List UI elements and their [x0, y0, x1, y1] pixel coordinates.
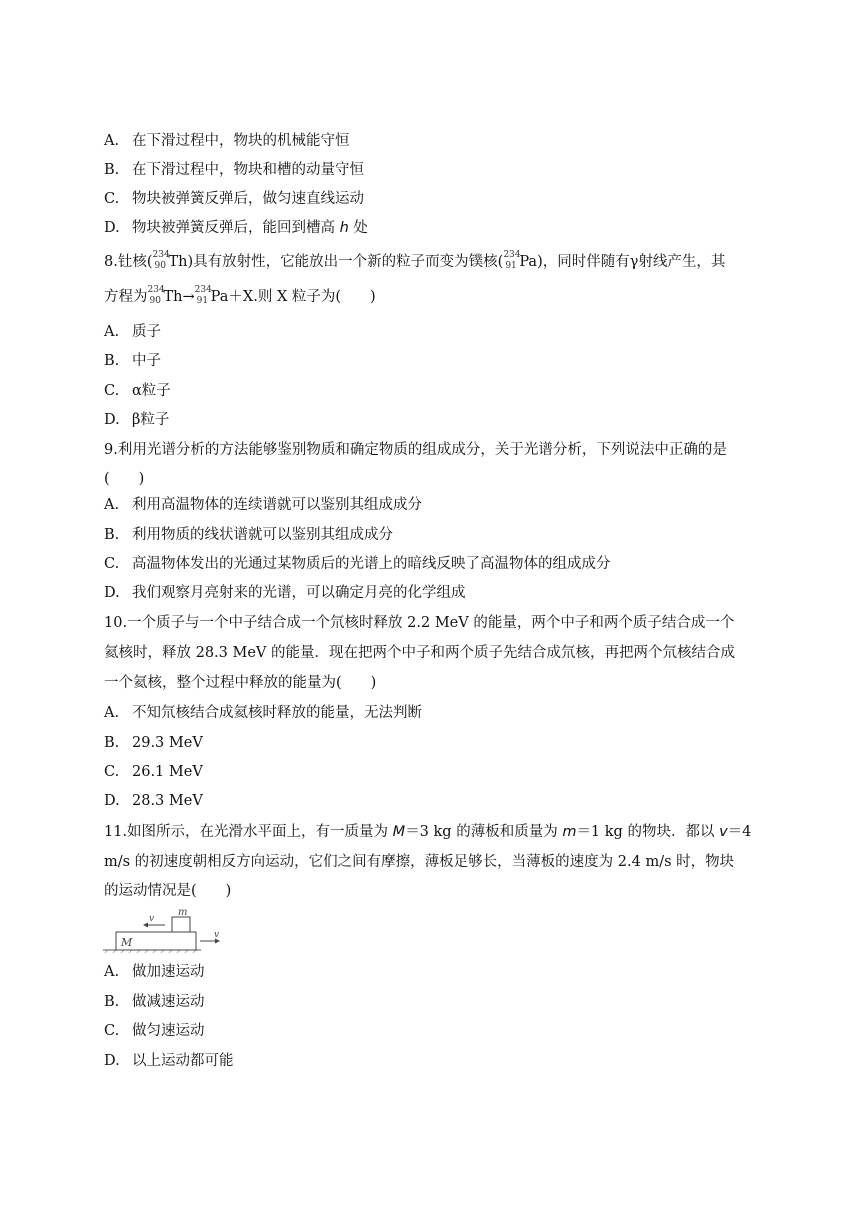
option-letter: B. [104, 162, 120, 178]
q10-stem-line2: 氦核时，释放 28.3 MeV 的能量．现在把两个中子和两个质子先结合成氘核，再把两个氘核结合成 [104, 645, 736, 661]
q7-option-a [104, 131, 350, 151]
q11-option-d [104, 1051, 234, 1071]
option-letter: A. [104, 705, 120, 721]
element-symbol: Th [168, 254, 188, 270]
mass-number: 234 [147, 285, 165, 295]
q10-stem-line3: 一个氦核，整个过程中释放的能量为( ) [104, 675, 377, 691]
option-text: 中子 [132, 353, 161, 369]
option-letter: B. [104, 353, 120, 369]
q11-option-a [104, 962, 205, 982]
protactinium-nuclide [503, 252, 519, 272]
q11-text: 11.如图所示，在光滑水平面上，有一质量为 [104, 824, 393, 840]
option-letter: A. [104, 133, 120, 149]
q11-option-c [104, 1021, 205, 1041]
option-text: 28.3 MeV [132, 793, 203, 809]
option-text: 做加速运动 [132, 964, 205, 980]
option-letter: D. [104, 585, 120, 601]
q11-option-b [104, 992, 205, 1012]
option-text: 29.3 MeV [132, 735, 203, 751]
option-text: 我们观察月亮射来的光谱，可以确定月亮的化学组成 [132, 585, 466, 601]
option-letter: D. [104, 412, 120, 428]
option-text: 以上运动都可能 [132, 1053, 234, 1069]
option-letter: D. [104, 1053, 120, 1069]
q8-text: ＋X.则 X 粒子为( ) [228, 289, 376, 305]
mass-number: 234 [194, 285, 212, 295]
option-text: 物块被弹簧反弹后，能回到槽高 [132, 220, 340, 236]
q8-stem-line2 [104, 287, 376, 307]
q7-option-d [104, 218, 368, 238]
option-letter: A. [104, 324, 120, 340]
option-letter: D. [104, 220, 120, 236]
q9-stem-line1: 9.利用光谱分析的方法能够鉴别物质和确定物质的组成成分，关于光谱分析，下列说法中正确的是 [104, 442, 727, 458]
option-text: 在下滑过程中，物块和槽的动量守恒 [132, 162, 364, 178]
option-letter: C. [104, 556, 120, 572]
mass-number: 234 [152, 250, 170, 260]
element-symbol: Pa [519, 254, 538, 270]
q8-text: )，同时伴随有γ射线产生，其 [537, 254, 726, 270]
q8-option-d [104, 410, 169, 430]
label-v-left: v [149, 914, 155, 924]
q8-text: 8.钍核( [104, 254, 153, 270]
mass-number: 234 [503, 250, 521, 260]
option-text: 利用物质的线状谱就可以鉴别其组成成分 [132, 527, 393, 543]
q7-option-c [104, 189, 364, 209]
option-letter: A. [104, 497, 120, 513]
q11-stem-line3: 的运动情况是( ) [104, 883, 232, 899]
q10-stem-line1: 10.一个质子与一个中子结合成一个氘核时释放 2.2 MeV 的能量，两个中子和两个质子结合成一个 [104, 615, 735, 631]
variable-v: v [719, 824, 728, 840]
option-text: 质子 [132, 324, 161, 340]
q11-stem-line2: m/s 的初速度朝相反方向运动，它们之间有摩擦，薄板足够长，当薄板的速度为 2.4 m/s 时，物块 [104, 854, 735, 870]
q10-option-c [104, 762, 203, 782]
q9-option-d [104, 583, 466, 603]
q10-option-b [104, 733, 203, 753]
q9-stem-line2: ( ) [104, 471, 145, 487]
atomic-number: 90 [154, 261, 166, 271]
option-text: 在下滑过程中，物块的机械能守恒 [132, 133, 350, 149]
option-text: 做减速运动 [132, 994, 205, 1010]
arrowhead-left [143, 923, 148, 928]
label-v-right: v [214, 930, 220, 940]
q11-stem-line1 [104, 822, 751, 842]
label-m: m [178, 907, 188, 918]
q8-option-b [104, 351, 161, 371]
thorium-nuclide [148, 287, 164, 307]
q9-option-b [104, 525, 393, 545]
q11-text: ＝3 kg 的薄板和质量为 [405, 824, 563, 840]
protactinium-nuclide [195, 287, 211, 307]
q10-option-a [104, 703, 422, 723]
option-letter: B. [104, 994, 120, 1010]
variable-h: h [339, 220, 349, 236]
q8-option-a [104, 322, 161, 342]
q7-option-b [104, 160, 364, 180]
atomic-number: 91 [505, 261, 517, 271]
option-text: 26.1 MeV [132, 764, 203, 780]
option-letter: A. [104, 964, 120, 980]
option-letter: B. [104, 735, 120, 751]
option-text: 高温物体发出的光通过某物质后的光谱上的暗线反映了高温物体的组成成分 [132, 556, 611, 572]
q8-stem-line1 [104, 252, 725, 272]
option-text: α粒子 [132, 383, 171, 399]
atomic-number: 91 [196, 296, 209, 306]
q8-text: 方程为 [104, 289, 148, 305]
option-text: β粒子 [132, 412, 170, 428]
option-letter: C. [104, 764, 120, 780]
q8-text: )具有放射性，它能放出一个新的粒子而变为镤核( [187, 254, 504, 270]
option-letter: B. [104, 527, 120, 543]
option-text: 不知氘核结合成氦核时释放的能量，无法判断 [132, 705, 422, 721]
option-letter: C. [104, 1023, 120, 1039]
option-text: 物块被弹簧反弹后，做匀速直线运动 [132, 191, 364, 207]
q10-option-d [104, 791, 203, 811]
option-text-tail: 处 [348, 220, 368, 236]
element-symbol: Pa [210, 289, 229, 305]
q11-text: ＝4 [727, 824, 752, 840]
board-block-diagram [103, 905, 228, 953]
q9-option-c [104, 554, 611, 574]
option-text: 利用高温物体的连续谱就可以鉴别其组成成分 [132, 497, 422, 513]
arrow: → [182, 289, 195, 305]
q11-text: ＝1 kg 的物块．都以 [576, 824, 720, 840]
q8-option-c [104, 381, 171, 401]
block-m [172, 917, 190, 932]
atomic-number: 90 [149, 296, 161, 306]
variable-m: m [562, 824, 577, 840]
option-letter: C. [104, 383, 120, 399]
option-text: 做匀速运动 [132, 1023, 205, 1039]
variable-M: M [392, 824, 406, 840]
thorium-nuclide [153, 252, 169, 272]
option-letter: C. [104, 191, 120, 207]
q9-option-a [104, 495, 422, 515]
option-letter: D. [104, 793, 120, 809]
element-symbol: Th [163, 289, 183, 305]
label-M: M [121, 936, 133, 949]
